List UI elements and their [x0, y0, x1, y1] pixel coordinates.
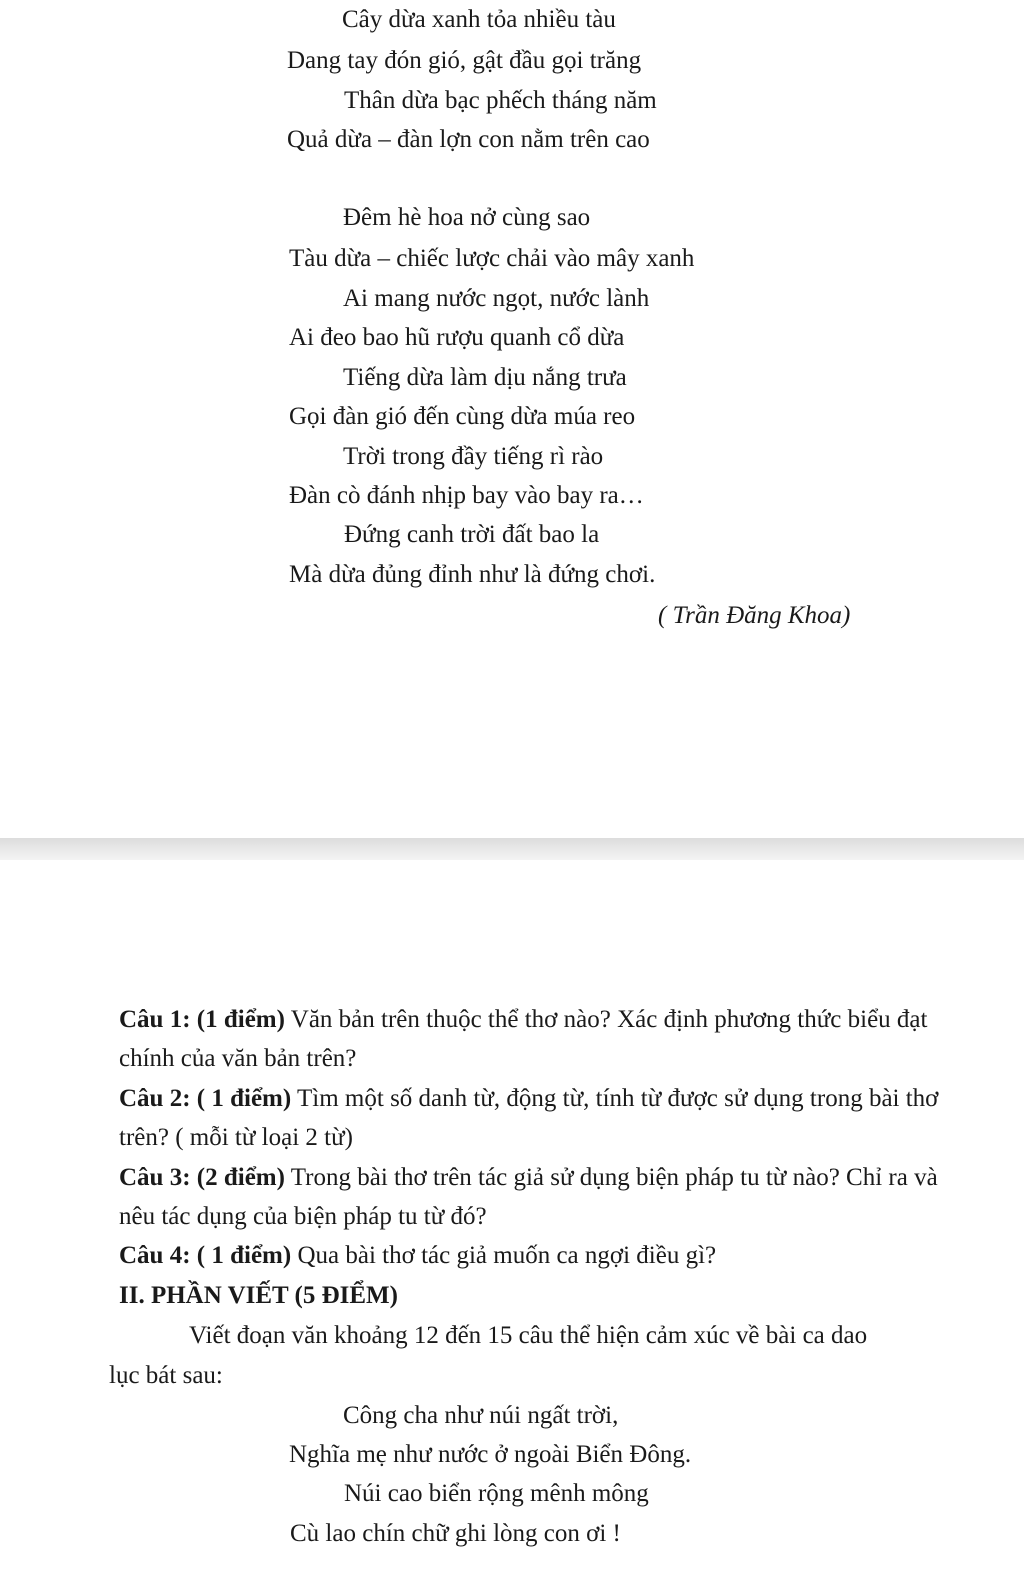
poem-line: Gọi đàn gió đến cùng dừa múa reo: [289, 403, 636, 430]
poem-line: Đứng canh trời đất bao la: [344, 521, 600, 548]
question-3-label: Câu 3: (2 điểm): [119, 1164, 285, 1191]
writing-heading: II. PHẦN VIẾT (5 ĐIỂM): [119, 1282, 398, 1309]
question-2: [119, 1083, 938, 1115]
question-2-label: Câu 2: ( 1 điểm): [119, 1085, 292, 1112]
poem-line: Trời trong đầy tiếng rì rào: [343, 443, 604, 470]
question-4-text: Qua bài thơ tác giả muốn ca ngợi điều gì?: [291, 1242, 717, 1269]
poem-line: Tiếng dừa làm dịu nắng trưa: [343, 364, 627, 391]
poem-line: Ai đeo bao hũ rượu quanh cổ dừa: [289, 324, 625, 351]
writing-prompt-continuation: lục bát sau:: [109, 1362, 223, 1389]
poem-line: Cây dừa xanh tỏa nhiều tàu: [342, 6, 616, 33]
poem-line: Dang tay đón gió, gật đầu gọi trăng: [287, 47, 642, 74]
poem-line: Đêm hè hoa nở cùng sao: [343, 204, 591, 231]
question-1: [119, 1004, 927, 1036]
question-3: [119, 1162, 938, 1194]
question-4-label: Câu 4: ( 1 điểm): [119, 1242, 292, 1269]
poem-line: Quả dừa – đàn lợn con nằm trên cao: [287, 126, 650, 153]
ca-dao-line: Núi cao biển rộng mênh mông: [344, 1480, 649, 1507]
question-1-text: Văn bản trên thuộc thể thơ nào? Xác định phương thức biểu đạt: [284, 1006, 928, 1033]
ca-dao-line: Cù lao chín chữ ghi lòng con ơi !: [290, 1520, 621, 1547]
poem-line: Thân dừa bạc phếch tháng năm: [344, 87, 657, 114]
ca-dao-line: Công cha như núi ngất trời,: [343, 1402, 619, 1429]
question-3-continuation: nêu tác dụng của biện pháp tu từ đó?: [119, 1203, 487, 1230]
page-separator: [0, 838, 1024, 860]
poem-line: Ai mang nước ngọt, nước lành: [343, 285, 650, 312]
ca-dao-line: Nghĩa mẹ như nước ở ngoài Biển Đông.: [289, 1441, 692, 1468]
question-2-continuation: trên? ( mỗi từ loại 2 từ): [119, 1124, 353, 1151]
poem-author: ( Trần Đăng Khoa): [658, 602, 851, 629]
poem-line: Mà dừa đủng đỉnh như là đứng chơi.: [289, 561, 656, 588]
question-4: [119, 1240, 716, 1272]
poem-line: Tàu dừa – chiếc lược chải vào mây xanh: [289, 245, 695, 272]
poem-line: Đàn cò đánh nhịp bay vào bay ra…: [289, 482, 644, 509]
writing-prompt: Viết đoạn văn khoảng 12 đến 15 câu thể hiện cảm xúc về bài ca dao: [189, 1322, 868, 1349]
question-2-text: Tìm một số danh từ, động từ, tính từ được sử dụng trong bài thơ: [291, 1085, 939, 1112]
question-1-continuation: chính của văn bản trên?: [119, 1045, 357, 1072]
question-3-text: Trong bài thơ trên tác giả sử dụng biện pháp tu từ nào? Chỉ ra và: [284, 1164, 938, 1191]
question-1-label: Câu 1: (1 điểm): [119, 1006, 285, 1033]
